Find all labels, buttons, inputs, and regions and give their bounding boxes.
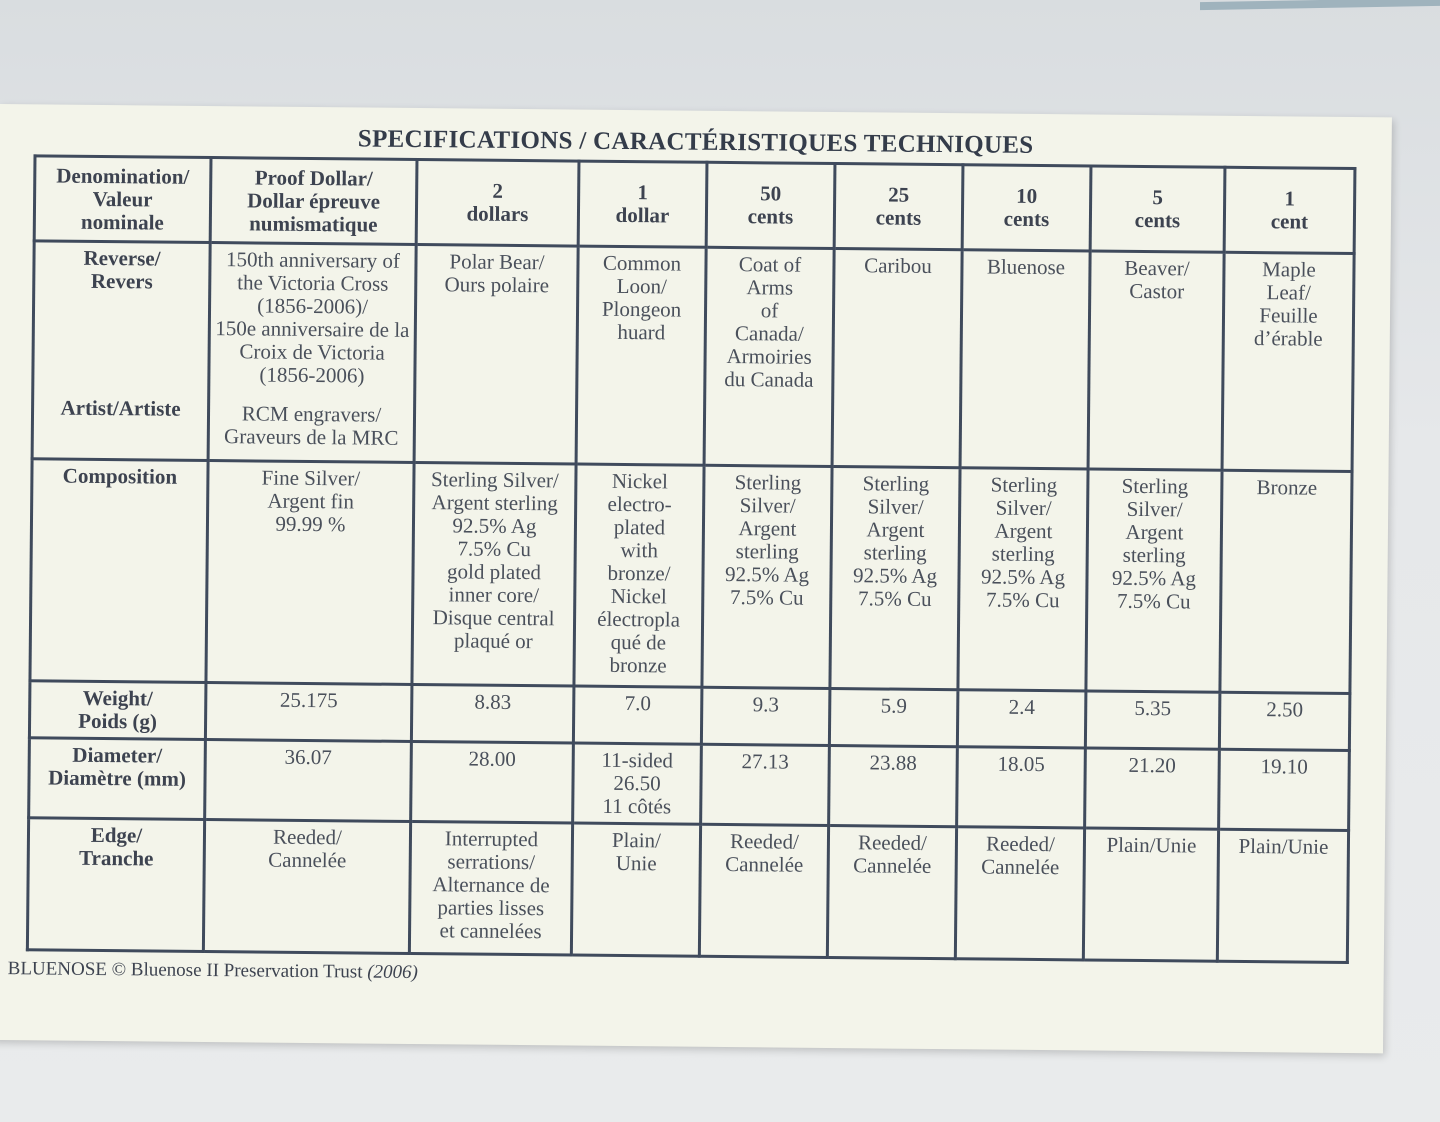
copyright-footer: [8, 958, 418, 984]
denomination-row: [34, 156, 1355, 254]
edge-cell: Plain/Unie: [1083, 828, 1218, 961]
diameter-cell: 27.13: [701, 744, 830, 825]
artist-label: Artist/Artiste: [60, 395, 181, 421]
weight-cell: 9.3: [701, 687, 830, 745]
reverse-label-cell: [32, 241, 210, 461]
composition-row: [30, 459, 1352, 694]
footer-text: BLUENOSE © Bluenose II Preservation Trust: [7, 958, 363, 983]
edge-label: Edge/ Tranche: [27, 818, 204, 952]
diameter-cell: 21.20: [1085, 748, 1220, 829]
edge-cell: Reeded/ Cannelée: [827, 825, 956, 958]
denomination-cell: 5 cents: [1090, 166, 1225, 252]
composition-cell: Sterling Silver/ Argent sterling 92.5% Ag 7.5% Cu: [702, 465, 832, 688]
denomination-cell: 50 cents: [706, 162, 835, 248]
composition-cell: Sterling Silver/ Argent sterling 92.5% Ag 7.5% Cu: [958, 468, 1088, 691]
denomination-cell: 1 dollar: [578, 161, 707, 247]
reverse-design: 150th anniversary of the Victoria Cross (1856-2006)/ 150e anniversaire de la Croix de Victoria (1856-2006): [215, 247, 410, 388]
reverse-cell: Beaver/ Castor: [1088, 251, 1224, 470]
edge-cell: Plain/Unie: [1217, 829, 1348, 962]
denomination-label: Denomination/ Valeur nominale: [34, 156, 211, 243]
specification-card: [0, 104, 1392, 1053]
composition-cell: Bronze: [1220, 470, 1352, 693]
diameter-cell: 18.05: [957, 747, 1086, 828]
specifications-table: [26, 154, 1357, 964]
footer-year: (2006): [367, 961, 419, 984]
edge-cell: Interrupted serrations/ Alternance de parties lisses et cannelées: [409, 821, 572, 955]
diameter-cell: 28.00: [411, 741, 574, 823]
edge-row: [27, 818, 1348, 963]
weight-cell: 8.83: [411, 684, 574, 743]
diameter-cell: 36.07: [205, 740, 412, 822]
denomination-cell: 2 dollars: [416, 160, 579, 247]
denomination-cell: 25 cents: [834, 164, 963, 250]
reverse-cell: Polar Bear/ Ours polaire: [414, 245, 578, 465]
reverse-cell: Caribou: [832, 249, 962, 468]
weight-cell: 5.9: [829, 688, 958, 746]
composition-cell: Fine Silver/ Argent fin 99.99 %: [206, 461, 414, 685]
diameter-cell: 23.88: [829, 745, 958, 826]
edge-cell: Reeded/ Cannelée: [203, 819, 410, 953]
edge-cell: Reeded/ Cannelée: [699, 824, 828, 957]
diameter-row: [29, 738, 1350, 831]
composition-label: Composition: [30, 459, 208, 683]
denomination-cell: 10 cents: [962, 165, 1091, 251]
reverse-cell: Bluenose: [960, 250, 1090, 469]
composition-cell: Sterling Silver/ Argent sterling 92.5% Ag 7.5% Cu: [1086, 469, 1222, 692]
weight-cell: 5.35: [1085, 691, 1220, 749]
weight-cell: 2.50: [1219, 692, 1350, 750]
denomination-cell: Proof Dollar/ Dollar épreuve numismatique: [210, 158, 417, 245]
diameter-label: Diameter/ Diamètre (mm): [29, 738, 206, 820]
edge-cell: Plain/ Unie: [571, 823, 700, 956]
card-title: SPECIFICATIONS / CARACTÉRISTIQUES TECHNIQUES: [357, 125, 1034, 159]
diameter-cell: 19.10: [1219, 749, 1350, 830]
reverse-cell: Coat of Arms of Canada/ Armoiries du Canada: [704, 247, 834, 466]
denomination-cell: 1 cent: [1224, 167, 1355, 253]
reverse-cell: Common Loon/ Plongeon huard: [576, 246, 706, 465]
composition-cell: Sterling Silver/ Argent sterling 92.5% Ag 7.5% Cu gold plated inner core/ Disque central plaqué or: [412, 462, 576, 686]
weight-cell: 25.175: [205, 683, 412, 742]
background-object-edge: [1200, 0, 1440, 10]
composition-cell: Sterling Silver/ Argent sterling 92.5% Ag 7.5% Cu: [830, 467, 960, 690]
reverse-row: [32, 241, 1354, 472]
weight-label: Weight/ Poids (g): [29, 681, 206, 740]
composition-cell: Nickel electro- plated with bronze/ Nickel électropla qué de bronze: [574, 464, 704, 687]
weight-cell: 7.0: [573, 686, 702, 744]
edge-cell: Reeded/ Cannelée: [955, 827, 1084, 960]
diameter-cell: 11-sided 26.50 11 côtés: [573, 743, 702, 824]
weight-cell: 2.4: [957, 690, 1086, 748]
artist-value: RCM engravers/ Graveurs de la MRC: [224, 401, 399, 450]
reverse-cell: [208, 243, 416, 463]
reverse-cell: Maple Leaf/ Feuille d’érable: [1222, 252, 1354, 471]
reverse-label: Reverse/ Revers: [83, 245, 161, 294]
